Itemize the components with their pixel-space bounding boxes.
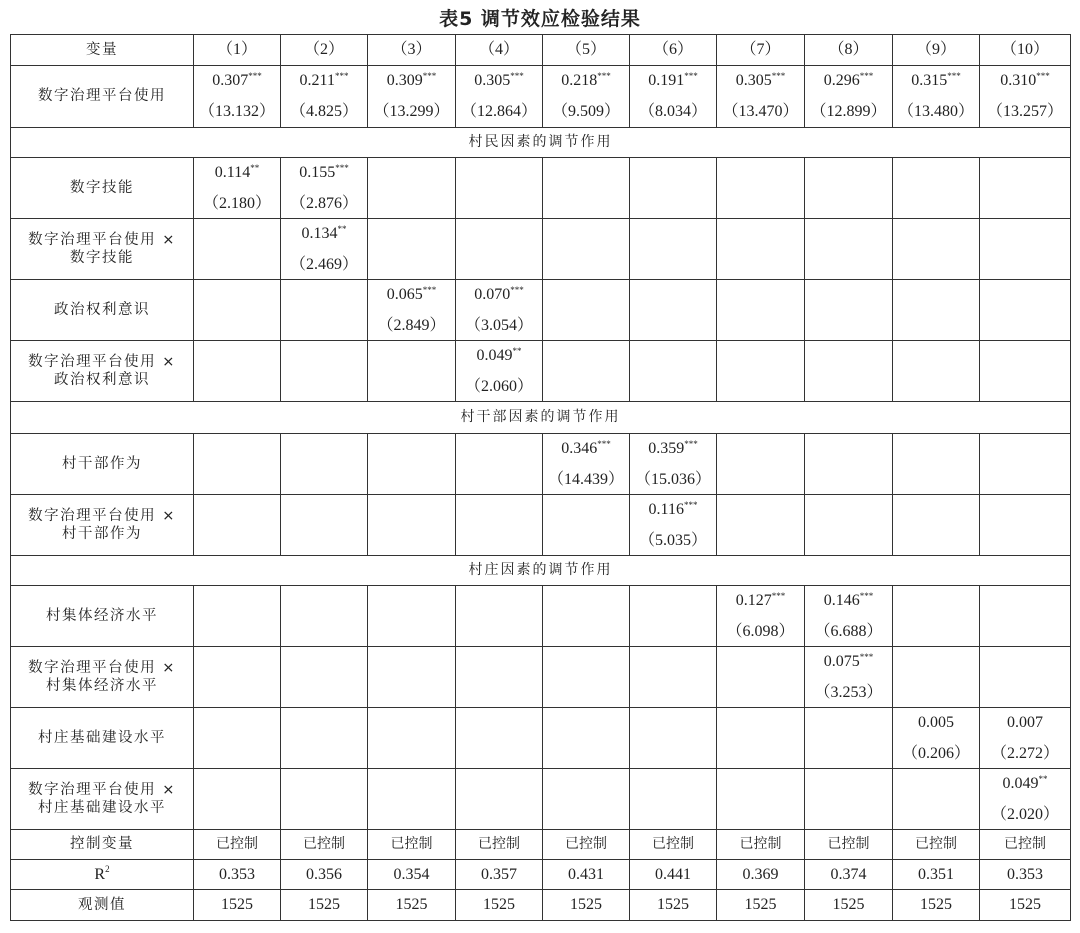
t-value: （12.899） [810, 103, 887, 120]
coef-cell [717, 647, 805, 708]
value-cell: 已控制 [717, 830, 805, 860]
value-cell: 1525 [893, 890, 980, 921]
table-title: 表5 调节效应检验结果 [439, 8, 641, 30]
coef-cell [630, 66, 717, 128]
value-cell: 1525 [456, 890, 543, 921]
coef-cell [281, 280, 368, 341]
header-model: （7） [717, 35, 805, 66]
coef-cell [281, 586, 368, 647]
significance-stars: ** [250, 162, 260, 173]
coef-cell [543, 708, 630, 769]
value-cell: 已控制 [805, 830, 893, 860]
coefficient: 0.065 [386, 285, 423, 303]
coef-cell [630, 769, 717, 830]
coef-cell [456, 586, 543, 647]
coef-cell [630, 495, 717, 556]
coef-cell [980, 495, 1071, 556]
significance-stars: *** [1036, 71, 1050, 81]
section-row [11, 402, 1071, 434]
header-model: （1） [194, 35, 281, 66]
table-row [11, 860, 1071, 890]
row-label: 数字治理平台使用 × 村干部作为 [11, 495, 194, 556]
t-value: （2.876） [289, 194, 358, 212]
regression-table [10, 34, 1071, 921]
t-value: （0.206） [901, 744, 970, 762]
significance-stars: *** [684, 438, 698, 449]
section-heading: 村民因素的调节作用 [11, 128, 1071, 158]
row-label: 村庄基础建设水平 [11, 708, 194, 769]
coef-cell [717, 66, 805, 128]
coef-cell [368, 434, 456, 495]
significance-stars: *** [683, 499, 698, 510]
coefficient: 0.211 [299, 72, 335, 89]
coefficient: 0.309 [386, 72, 423, 89]
coef-cell [893, 708, 980, 769]
value-cell: 0.353 [980, 860, 1071, 890]
coef-cell [630, 158, 717, 219]
t-value: （8.034） [638, 103, 707, 120]
value-cell: 0.351 [893, 860, 980, 890]
coef-cell [543, 647, 630, 708]
coef-cell [893, 495, 980, 556]
t-value: （5.035） [638, 531, 707, 549]
coef-cell [805, 219, 893, 280]
coef-cell [980, 341, 1071, 402]
coef-cell [805, 647, 893, 708]
coef-cell [368, 495, 456, 556]
coef-cell [893, 341, 980, 402]
table-row [11, 890, 1071, 921]
coef-cell [456, 158, 543, 219]
value-cell: 已控制 [893, 830, 980, 860]
coef-cell [543, 280, 630, 341]
table-row [11, 66, 1071, 128]
coef-cell [543, 769, 630, 830]
significance-stars: ** [337, 223, 347, 234]
coef-cell [194, 495, 281, 556]
coef-cell [893, 280, 980, 341]
header-model: （5） [543, 35, 630, 66]
coef-cell [805, 495, 893, 556]
coef-cell [194, 647, 281, 708]
coef-cell [893, 66, 980, 128]
coef-cell [368, 647, 456, 708]
row-label: 数字治理平台使用 × 村庄基础建设水平 [11, 769, 194, 830]
coef-cell [893, 434, 980, 495]
coef-cell [456, 280, 543, 341]
coef-cell [281, 341, 368, 402]
header-model: （3） [368, 35, 456, 66]
coef-cell [281, 495, 368, 556]
t-value: （3.054） [464, 316, 533, 334]
t-value: （4.825） [289, 103, 358, 120]
significance-stars: ** [1038, 773, 1048, 784]
coef-cell [281, 434, 368, 495]
coef-cell [368, 769, 456, 830]
coef-cell [805, 158, 893, 219]
value-cell: 0.353 [194, 860, 281, 890]
coef-cell [543, 66, 630, 128]
coef-cell [543, 495, 630, 556]
table-row [11, 280, 1071, 341]
significance-stars: *** [771, 590, 786, 601]
t-value: （2.180） [202, 194, 271, 212]
row-label: 数字技能 [11, 158, 194, 219]
coef-cell [805, 280, 893, 341]
value-cell: 1525 [717, 890, 805, 921]
value-cell: 0.354 [368, 860, 456, 890]
table-row [11, 434, 1071, 495]
value-cell: 0.431 [543, 860, 630, 890]
coef-cell [980, 280, 1071, 341]
significance-stars: *** [335, 162, 349, 173]
coefficient: 0.296 [823, 72, 860, 89]
t-value: （2.060） [464, 377, 533, 395]
value-cell: 1525 [281, 890, 368, 921]
value-cell: 1525 [630, 890, 717, 921]
table-row [11, 647, 1071, 708]
significance-stars: *** [947, 71, 961, 81]
coef-cell [194, 158, 281, 219]
value-cell: 1525 [543, 890, 630, 921]
row-label: 控制变量 [11, 830, 194, 860]
coef-cell [368, 280, 456, 341]
coef-cell [194, 280, 281, 341]
coefficient: 0.307 [212, 72, 249, 89]
t-value: （13.132） [198, 103, 275, 120]
coef-cell [893, 158, 980, 219]
coef-cell [630, 708, 717, 769]
coef-cell [980, 708, 1071, 769]
coefficient: 0.005 [918, 713, 954, 731]
row-label: 村集体经济水平 [11, 586, 194, 647]
coef-cell [717, 280, 805, 341]
coefficient: 0.305 [474, 72, 511, 89]
coef-cell [893, 219, 980, 280]
coef-cell [281, 158, 368, 219]
significance-stars: *** [422, 71, 437, 81]
coef-cell [805, 66, 893, 128]
t-value: （6.688） [814, 622, 883, 640]
table-row [11, 769, 1071, 830]
value-cell: 0.441 [630, 860, 717, 890]
coef-cell [368, 158, 456, 219]
header-variable: 变量 [11, 35, 194, 66]
significance-stars: *** [859, 71, 874, 81]
coefficient: 0.146 [823, 591, 860, 609]
coef-cell [194, 586, 281, 647]
coef-cell [543, 219, 630, 280]
coef-cell [980, 219, 1071, 280]
value-cell: 0.357 [456, 860, 543, 890]
t-value: （2.272） [990, 744, 1059, 762]
t-value: （2.469） [289, 255, 358, 273]
coefficient: 0.191 [648, 72, 685, 89]
coef-cell [368, 219, 456, 280]
coef-cell [893, 769, 980, 830]
header-model: （8） [805, 35, 893, 66]
coefficient: 0.346 [561, 439, 598, 457]
coef-cell [368, 586, 456, 647]
t-value: （14.439） [547, 470, 624, 488]
coef-cell [194, 434, 281, 495]
significance-stars: *** [422, 284, 437, 295]
coef-cell [717, 219, 805, 280]
significance-stars: *** [334, 71, 349, 81]
significance-stars: *** [684, 71, 698, 81]
coef-cell [980, 647, 1071, 708]
coef-cell [805, 341, 893, 402]
coefficient: 0.049 [476, 346, 513, 364]
header-model: （6） [630, 35, 717, 66]
section-row [11, 556, 1071, 586]
t-value: （2.849） [377, 316, 446, 334]
significance-stars: *** [597, 71, 611, 81]
table-row [11, 708, 1071, 769]
t-value: （13.470） [722, 103, 799, 120]
coefficient: 0.305 [735, 72, 772, 89]
row-label: 数字治理平台使用 × 政治权利意识 [11, 341, 194, 402]
coef-cell [194, 66, 281, 128]
t-value: （15.036） [634, 470, 711, 488]
t-value: （2.020） [990, 805, 1059, 823]
coef-cell [717, 495, 805, 556]
header-model: （4） [456, 35, 543, 66]
coef-cell [980, 158, 1071, 219]
coef-cell [980, 769, 1071, 830]
value-cell: 1525 [980, 890, 1071, 921]
t-value: （9.509） [551, 103, 620, 120]
significance-stars: *** [859, 590, 874, 601]
coefficient: 0.310 [1000, 72, 1037, 89]
coefficient: 0.116 [648, 500, 684, 518]
significance-stars: *** [859, 651, 874, 662]
value-cell: 已控制 [630, 830, 717, 860]
value-cell: 1525 [368, 890, 456, 921]
coefficient: 0.155 [299, 163, 336, 181]
coefficient: 0.218 [561, 72, 598, 89]
coef-cell [543, 586, 630, 647]
coef-cell [456, 769, 543, 830]
coef-cell [805, 586, 893, 647]
coef-cell [543, 434, 630, 495]
coef-cell [194, 341, 281, 402]
coef-cell [717, 158, 805, 219]
value-cell: 已控制 [194, 830, 281, 860]
coef-cell [630, 219, 717, 280]
header-model: （2） [281, 35, 368, 66]
coefficient: 0.127 [735, 591, 772, 609]
t-value: （3.253） [814, 683, 883, 701]
coef-cell [194, 708, 281, 769]
coef-cell [194, 769, 281, 830]
coef-cell [194, 219, 281, 280]
section-row [11, 128, 1071, 158]
significance-stars: *** [510, 71, 524, 81]
coef-cell [717, 769, 805, 830]
coef-cell [281, 769, 368, 830]
value-cell: 0.369 [717, 860, 805, 890]
significance-stars: ** [512, 345, 522, 356]
value-cell: 已控制 [281, 830, 368, 860]
coefficient: 0.315 [911, 72, 948, 89]
coef-cell [630, 341, 717, 402]
coef-cell [717, 434, 805, 495]
coef-cell [281, 647, 368, 708]
coef-cell [368, 66, 456, 128]
coef-cell [630, 434, 717, 495]
coef-cell [980, 434, 1071, 495]
significance-stars: *** [510, 284, 524, 295]
coef-cell [717, 586, 805, 647]
coef-cell [456, 708, 543, 769]
coef-cell [456, 434, 543, 495]
value-cell: 0.374 [805, 860, 893, 890]
coef-cell [717, 708, 805, 769]
row-label: $R^2$ [11, 860, 194, 890]
coefficient: 0.134 [301, 224, 338, 242]
coef-cell [805, 708, 893, 769]
coef-cell [717, 341, 805, 402]
coef-cell [630, 280, 717, 341]
header-model: （9） [893, 35, 980, 66]
coef-cell [368, 341, 456, 402]
t-value: （13.257） [986, 103, 1063, 120]
table-row [11, 158, 1071, 219]
coef-cell [543, 341, 630, 402]
coef-cell [456, 219, 543, 280]
coef-cell [630, 647, 717, 708]
row-label: 村干部作为 [11, 434, 194, 495]
section-heading: 村庄因素的调节作用 [11, 556, 1071, 586]
value-cell: 已控制 [543, 830, 630, 860]
coef-cell [893, 586, 980, 647]
coef-cell [368, 708, 456, 769]
coefficient: 0.049 [1002, 774, 1039, 792]
section-heading: 村干部因素的调节作用 [11, 402, 1071, 434]
coefficient: 0.070 [474, 285, 511, 303]
coef-cell [805, 769, 893, 830]
header-model: （10） [980, 35, 1071, 66]
coef-cell [980, 66, 1071, 128]
coefficient: 0.075 [823, 652, 860, 670]
header-row [11, 35, 1071, 66]
coef-cell [281, 66, 368, 128]
t-value: （13.299） [373, 103, 450, 120]
coefficient: 0.359 [648, 439, 685, 457]
coef-cell [805, 434, 893, 495]
coef-cell [456, 341, 543, 402]
row-label: 数字治理平台使用 × 村集体经济水平 [11, 647, 194, 708]
coef-cell [281, 708, 368, 769]
table-row [11, 586, 1071, 647]
significance-stars: *** [771, 71, 786, 81]
coef-cell [456, 495, 543, 556]
value-cell: 1525 [194, 890, 281, 921]
value-cell: 已控制 [456, 830, 543, 860]
table-body [11, 66, 1071, 921]
row-label: 数字治理平台使用 × 数字技能 [11, 219, 194, 280]
t-value: （12.864） [460, 103, 537, 120]
significance-stars: *** [248, 71, 262, 81]
value-cell: 0.356 [281, 860, 368, 890]
value-cell: 1525 [805, 890, 893, 921]
t-value: （13.480） [897, 103, 974, 120]
coef-cell [456, 66, 543, 128]
coefficient: 0.114 [214, 163, 251, 181]
significance-stars: *** [597, 438, 611, 449]
value-cell: 已控制 [980, 830, 1071, 860]
table-row [11, 830, 1071, 860]
value-cell: 已控制 [368, 830, 456, 860]
coef-cell [893, 647, 980, 708]
coef-cell [980, 586, 1071, 647]
t-value: （6.098） [726, 622, 795, 640]
row-label: 数字治理平台使用 [11, 66, 194, 128]
coef-cell [456, 647, 543, 708]
superscript: 2 [105, 863, 110, 874]
table-row [11, 495, 1071, 556]
coefficient: 0.007 [1007, 713, 1043, 731]
coef-cell [630, 586, 717, 647]
table-row [11, 219, 1071, 280]
table-row [11, 341, 1071, 402]
row-label: 观测值 [11, 890, 194, 921]
coef-cell [543, 158, 630, 219]
row-label: 政治权利意识 [11, 280, 194, 341]
coef-cell [281, 219, 368, 280]
